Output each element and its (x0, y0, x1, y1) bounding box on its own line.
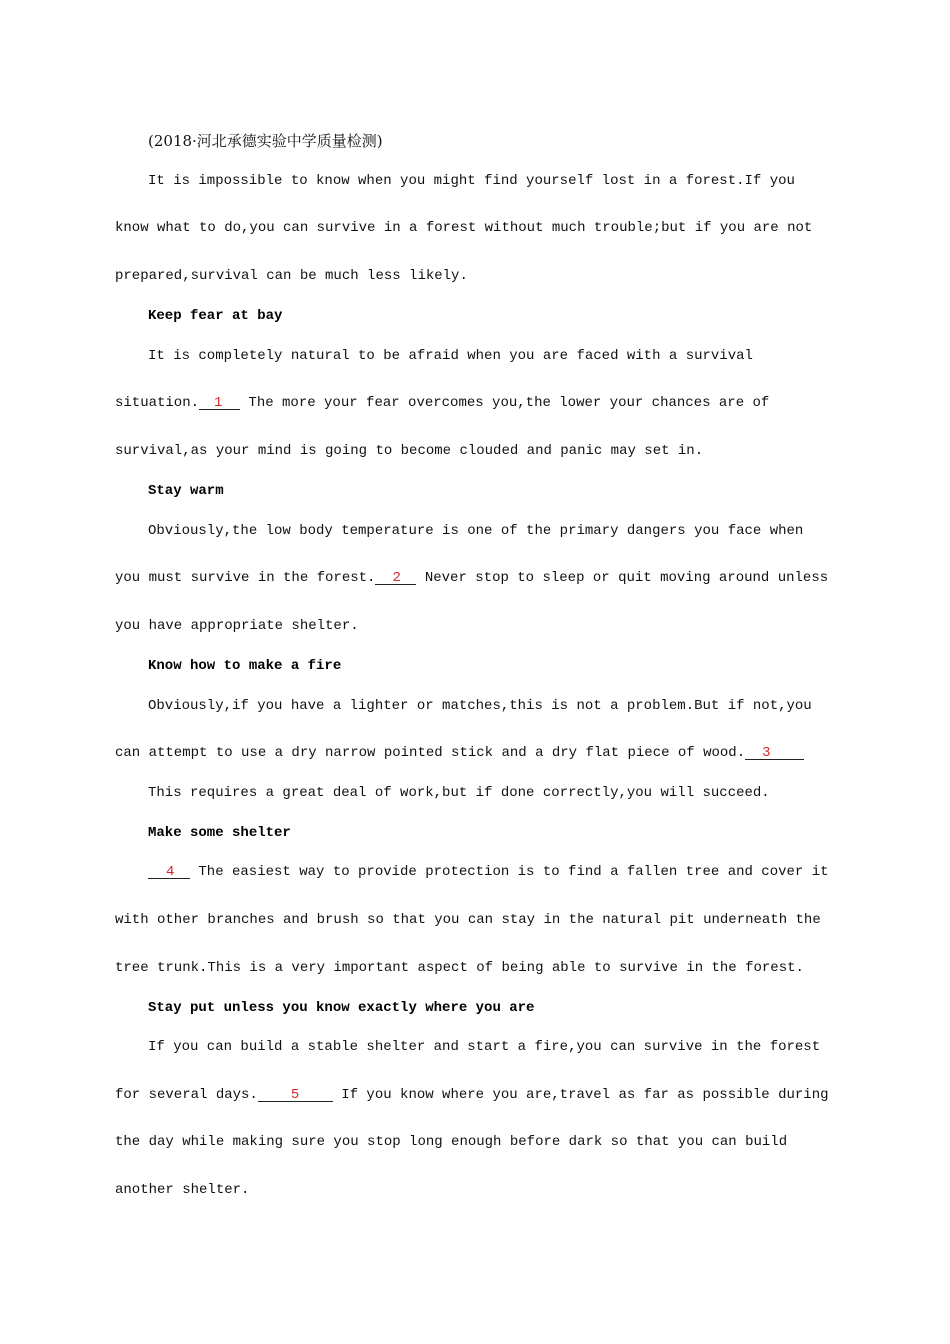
line-text-after-blank: Never stop to sleep or quit moving around unless (416, 570, 829, 586)
paragraph-line: tree trunk.This is a very important aspect of being able to survive in the forest. (115, 960, 804, 976)
blank-4: 4 (148, 865, 190, 879)
source-note: (2018·河北承德实验中学质量检测) (148, 132, 383, 150)
line-text-before-blank: can attempt to use a dry narrow pointed stick and a dry flat piece of wood. (115, 745, 746, 761)
section-heading-make-fire: Know how to make a fire (148, 658, 342, 674)
line-text-after-blank: The more your fear overcomes you,the lower your chances are of (240, 395, 770, 411)
blank-1: 1 (199, 396, 240, 410)
section-heading-make-shelter: Make some shelter (148, 825, 291, 841)
line-text-after-blank: The easiest way to provide protection is to find a fallen tree and cover it (190, 864, 829, 880)
line-text-before-blank: situation. (115, 395, 200, 411)
intro-line-2: know what to do,you can survive in a forest without much trouble;but if you are not (115, 220, 813, 236)
paragraph-line: Obviously,the low body temperature is one of the primary dangers you face when (148, 523, 804, 539)
line-text-before-blank: for several days. (115, 1087, 258, 1103)
blank-5: 5 (258, 1088, 333, 1102)
blank-2: 2 (375, 571, 416, 585)
blank-3: 3 (745, 746, 804, 760)
paragraph-line: with other branches and brush so that you can stay in the natural pit underneath the (115, 912, 821, 928)
paragraph-line: survival,as your mind is going to become clouded and panic may set in. (115, 443, 704, 459)
paragraph-line: another shelter. (115, 1182, 250, 1198)
paragraph-line: If you can build a stable shelter and start a fire,you can survive in the forest (148, 1039, 821, 1055)
section-heading-keep-fear: Keep fear at bay (148, 308, 283, 324)
paragraph-line: Obviously,if you have a lighter or matches,this is not a problem.But if not,you (148, 698, 812, 714)
line-text-after-blank: If you know where you are,travel as far as possible during (332, 1087, 829, 1103)
line-text-before-blank: you must survive in the forest. (115, 570, 376, 586)
section-heading-stay-put: Stay put unless you know exactly where you are (148, 1000, 535, 1016)
paragraph-line-with-blank-1 (115, 395, 769, 411)
intro-line-3: prepared,survival can be much less likely. (115, 268, 468, 284)
paragraph-line: the day while making sure you stop long enough before dark so that you can build (115, 1134, 788, 1150)
intro-line-1: It is impossible to know when you might find yourself lost in a forest.If you (148, 173, 795, 189)
paragraph-line-with-blank-3 (115, 745, 804, 761)
section-heading-stay-warm: Stay warm (148, 483, 224, 499)
paragraph-line: you have appropriate shelter. (115, 618, 359, 634)
paragraph-line: It is completely natural to be afraid when you are faced with a survival (148, 348, 753, 364)
paragraph-line-with-blank-2 (115, 570, 828, 586)
paragraph-line-with-blank-4 (148, 864, 829, 880)
paragraph-line: This requires a great deal of work,but if done correctly,you will succeed. (148, 785, 770, 801)
paragraph-line-with-blank-5 (115, 1087, 829, 1103)
